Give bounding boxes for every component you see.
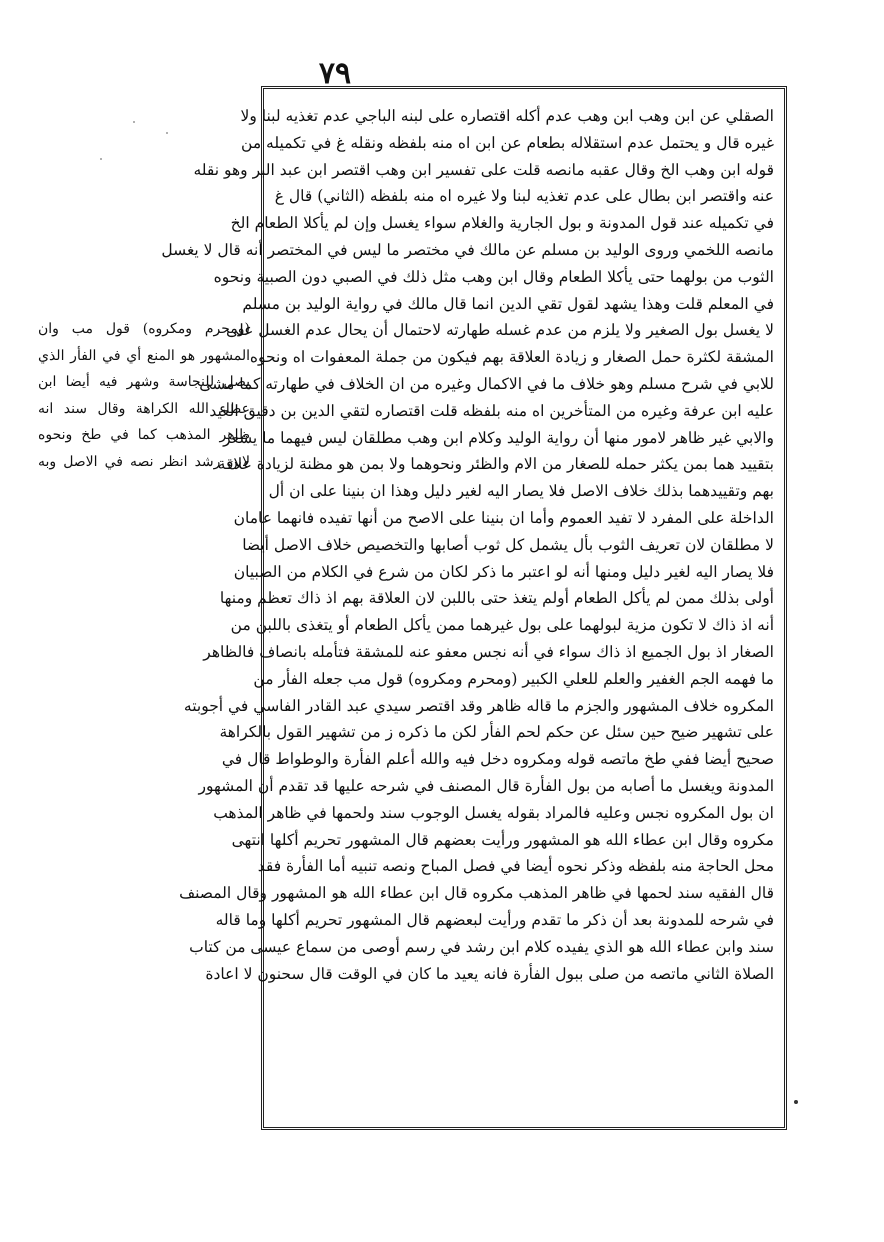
text-line: صحيح أيضا ففي طخ ماتصه قوله ومكروه دخل فيه والله أعلم الفأرة والوطواط قال في	[221, 750, 774, 769]
text-frame	[161, 86, 787, 1130]
bullet-mark	[794, 1100, 798, 1104]
text-line: مكروه وقال ابن عطاء الله هو المشهور ورأيت بعضهم قال المشهور تحريم أكلها انتهى	[231, 830, 774, 849]
text-line: للابي في شرح مسلم وهو خلاف ما في الاكمال وغيره من ان الخلاف في طهارته كما مشى	[199, 374, 774, 393]
margin-note-line: المشهور هو المنع أي في الفأر الذي	[38, 347, 250, 364]
text-line: قال الفقيه سند لحمها في ظاهر المذهب مكروه قال ابن عطاء الله هو المشهور وقال المصنف	[179, 884, 774, 903]
bleed-through-mark	[166, 132, 168, 134]
margin-note-line: عطاء الله الكراهة وقال سند انه	[38, 400, 250, 417]
margin-note-line: ظاهر المذهب كما في طخ ونحوه	[38, 427, 250, 443]
text-line: في المعلم قلت وهذا يشهد لقول تقي الدين انما قال مالك في رواية الوليد بن مسلم	[242, 294, 774, 313]
text-line: على تشهير ضيح حين سئل عن حكم لحم الفأر لكن ما ذكره ز من تشهير القول بالكراهة	[219, 723, 774, 742]
text-line: قوله ابن وهب الخ وقال عقبه مانصه قلت على تفسير ابن وهب اقتصر ابن عبد البر وهو نقله	[193, 160, 774, 179]
text-line: سند وابن عطاء الله هو الذي يفيده كلام ابن رشد في رسم أوصى من سماع عيسى من كتاب	[189, 937, 774, 956]
text-line: الداخلة على المفرد لا تفيد العموم وأما ان بنينا على الاصح من أنها تفيده فانهما عامان	[233, 508, 774, 527]
text-line: أنه اذ ذاك لا تكون مزية لبولهما على بول غيرهما ممن يأكل الطعام أو يتغذى باللبن من	[230, 616, 774, 635]
bleed-through-mark	[133, 121, 135, 123]
text-line: والابي غير ظاهر لامور منها أن رواية الوليد وكلام ابن وهب مطلقان ليس فيهما ما يشعر	[223, 428, 774, 447]
text-line: فلا يصار اليه لغير دليل ومنها أنه لو اعتبر ما ذكر لكان من شرع في الكلام من الصبيان	[233, 562, 774, 581]
text-line: بهم وتقييدهما بذلك خلاف الاصل فلا يصار اليه لغير دليل وهذا ان بنينا على ان أل	[268, 482, 774, 501]
margin-note-line: يصل للنجاسة وشهر فيه أيضا ابن	[38, 374, 250, 390]
text-line: لا يغسل بول الصغير ولا يلزم من عدم غسله طهارته لاحتمال أن يحال عدم الغسل على	[226, 321, 774, 340]
text-line: الصقلي عن ابن وهب ابن وهب عدم أكله اقتصاره على لبنه الباجي عدم تغذيه لبنا ولا	[240, 107, 774, 125]
text-line: المشقة لكثرة حمل الصغار و زيادة العلاقة بهم فيكون من جملة المعفوات اه ونحوه	[249, 348, 774, 367]
text-line: مانصه اللخمي وروى الوليد بن مسلم عن مالك في مختصر ما ليس في المختصر أنه قال لا يغسل	[161, 240, 774, 259]
text-line: محل الحاجة منه بلفظه وذكر نحوه أيضا في فصل المباح ونصه تنبيه أما الفأرة فقد	[257, 857, 774, 876]
text-line: عنه واقتصر ابن بطال على عدم تغذيه لبنا ولا غيره اه منه بلفظه (الثاني) قال غ	[274, 187, 774, 206]
text-line: المكروه خلاف المشهور والجزم ما قاله ظاهر وقد اقتصر سيدي عبد القادر الفاسي في أجوبته	[183, 696, 774, 715]
text-line: الثوب من بولهما حتى يأكلا الطعام وقال ابن وهب مثل ذلك في الصبي دون الصبية ونحوه	[213, 267, 774, 286]
text-line: غيره قال و يحتمل عدم استقلاله بطعام عن ابن اه منه بلفظه ونقله غ في تكميله من	[241, 133, 774, 152]
text-line: المدونة ويغسل ما أصابه من بول الفأرة قال المصنف في شرحه عليها قد تقدم أن المشهور	[198, 776, 774, 795]
text-line: ان بول المكروه نجس وعليه فالمراد بقوله يغسل الوجوب سند ولحمها في ظاهر المذهب	[213, 803, 774, 822]
page-number: ٧٩	[318, 56, 352, 91]
text-line: ما فهمه الجم الغفير والعلم للعلي الكبير (ومحرم ومكروه) قول مب جعله الفأر من	[253, 669, 774, 688]
main-text-body	[161, 103, 774, 1117]
text-line: عليه ابن عرفة وغيره من المتأخرين اه منه بلفظه قلت اقتصاره لتقي الدين بن دقيق العيد	[209, 401, 774, 420]
text-line: الصلاة الثاني ماتصه من صلى ببول الفأرة فانه يعيد ما كان في الوقت قال سحنون لا اعادة	[205, 964, 774, 983]
text-line: في تكميله عند قول المدونة و بول الجارية والغلام سواء يغسل وإن لم يأكلا الطعام الخ	[230, 214, 774, 233]
margin-note-line: لابن رشد انظر نصه في الاصل وبه	[38, 453, 250, 470]
text-line: الصغار اذ بول الجميع اذ ذاك سواء في أنه نجس معفو عنه للمشقة فتأمله بانصاف فالظاهر	[203, 642, 774, 661]
text-line: بتقييد هما بمن يكثر حمله للصغار من الام والظئر ونحوهما ولا بمن هو مظنة لزيادة علاقة	[217, 455, 774, 474]
margin-note-line: (ومحرم ومكروه) قول مب وان	[38, 321, 250, 337]
margin-note	[38, 316, 250, 475]
text-line: أولى بذلك ممن لم يأكل الطعام أولم يتغذ حتى باللبن لان العلاقة بهم اذ ذاك تعظم ومنها	[219, 589, 774, 608]
text-line: في شرحه للمدونة بعد أن ذكر ما تقدم ورأيت لبعضهم قال المشهور تحريم أكلها وما قاله	[215, 910, 774, 929]
bleed-through-mark	[100, 158, 102, 160]
text-line: لا مطلقان لان تعريف الثوب بأل يشمل كل ثوب أصابها والتخصيص خلاف الاصل أيضا	[242, 535, 774, 554]
